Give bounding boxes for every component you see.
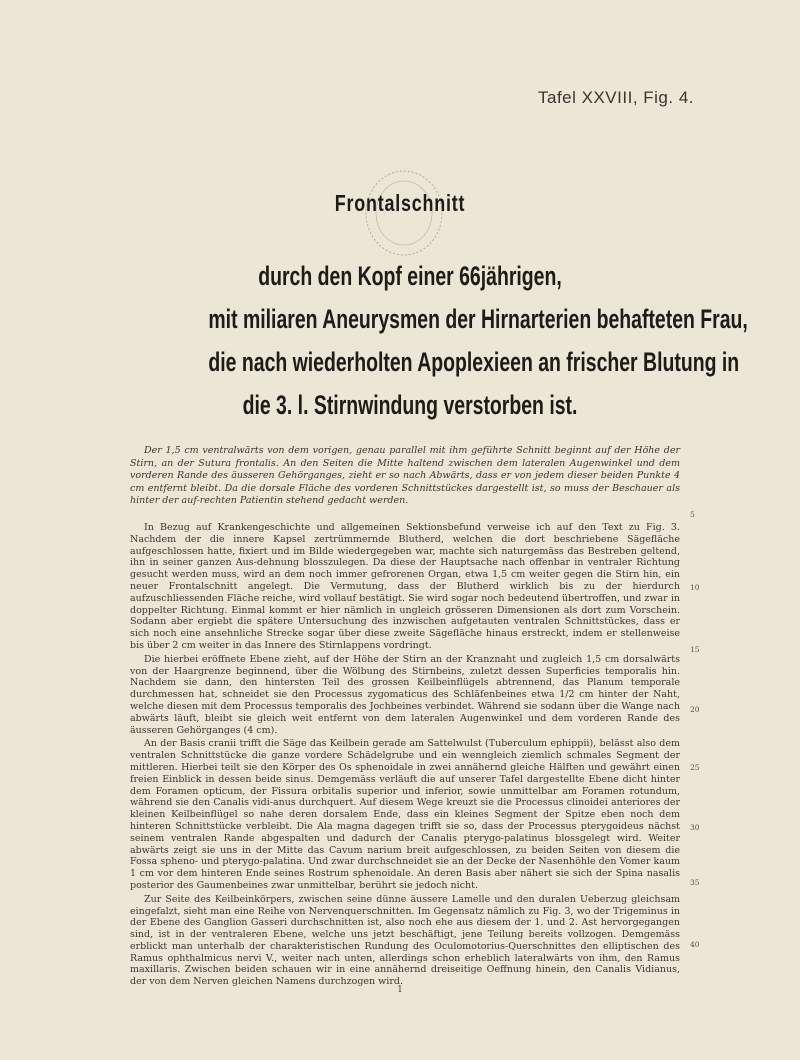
body-text [130,522,680,990]
intro-text: Der 1,5 cm ventralwärts von dem vorigen, genau parallel mit ihm geführte Schnitt beginnt auf der Höhe der Stirn, an der Sutura frontalis. An den Seiten die Mitte haltend zwischen dem lateralen Augenwinkel und dem vorderen Rande des äusseren Gehörganges, zieht er so nach Abwärts, dass er von jedem dieser beiden Punkte 4 cm entfernt bleibt. Da die dorsale Fläche des vorderen Schnittstückes dargestellt ist, so muss der Beschauer als hinter der auf-rechten Patientin stehend gedacht werden. [130,445,680,506]
subheading-line: die 3. l. Stirnwindung verstorben ist. [242,390,578,420]
plate-label: Tafel XXVIII, Fig. 4. [538,88,695,107]
subheading-line: die nach wiederholten Apoplexieen an frischer Blutung in [208,347,740,377]
line-number: 15 [690,645,700,654]
paragraph: An der Basis cranii trifft die Säge das Keilbein gerade am Sattelwulst (Tuberculum ephippii), belässt also dem ventralen Schnittstücke die ganze vordere Schädelgrube und ein wenngleich ziemlich schmales Segment der mittleren. Hierbei teilt sie den Körper des Os sphenoidale in zwei annähernd gleiche Hälften und gewährt einen freien Einblick in dessen beide sinus. Demgemäss verläuft die auf unserer Tafel dargestellte Ebene dicht hinter dem Foramen opticum, der Fissura orbitalis superior und inferior, sowie unmittelbar am Foramen rotundum, während sie den Canalis vidi-anus durchquert. Auf diesem Wege kreuzt sie die Processus clinoidei anteriores der kleinen Keilbeinflügel so nahe deren dorsalem Ende, dass ein kleines Segment der Spitze eben noch dem hinteren Schnittstücke verbleibt. Die Ala magna dagegen trifft sie so, dass der Processus pterygoideus nächst seinem ventralen Rande abgespalten und dadurch der Canalis pterygo-palatinus blossgelegt wird. Weiter abwärts zeigt sie uns in der Mitte das Cavum narium breit aufgeschlossen, zu beiden Seiten von diesem die Fossa spheno- und pterygo-palatina. Und zwar durchschneidet sie an der Decke der Nasenhöhle den Vomer kaum 1 cm vor dem hinteren Ende seines Rostrum sphenoidale. An deren Basis aber nähert sie sich der Spina nasalis posterior des Gaumenbeines zwar unmittelbar, berührt sie jedoch nicht. [130,738,680,891]
paragraph: Zur Seite des Keilbeinkörpers, zwischen seine dünne äussere Lamelle und den duralen Ueberzug gleichsam eingefalzt, sieht man eine Reihe von Nervenquerschnitten. Im Gegensatz nämlich zu Fig. 3, wo der Trigeminus in der Ebene des Ganglion Gasseri durchschnitten ist, also noch ehe aus diesem der 1. und 2. Ast hervorgegangen sind, ist in der ventraleren Ebene, welche uns jetzt beschäftigt, jene Teilung bereits vollzogen. Demgemäss erblickt man unterhalb der charakteristischen Rundung des Oculomotorius-Querschnittes den elliptischen des Ramus ophthalmicus nervi V., weiter nach unten, allerdings schon erheblich lateralwärts von ihm, den Ramus maxillaris. Zwischen beiden schauen wir in eine annähernd dreiseitige Oeffnung hinein, den Canalis Vidianus, der von dem Nerven gleichen Namens durchzogen wird. [130,893,680,988]
page-number: 1 [397,985,403,995]
subheading-line: mit miliaren Aneurysmen der Hirnarterien behafteten Frau, [208,304,748,334]
line-number: 10 [690,583,700,592]
intro-paragraph [130,445,680,508]
paragraph: Die hierbei eröffnete Ebene zieht, auf der Höhe der Stirn an der Kranznaht und zugleich 1,5 cm dorsalwärts von der Haargrenze beginnend, über die Wölbung des Stirnbeins, zuletzt dessen Superficies temporalis hin. Nachdem sie dann, den hintersten Teil des grossen Keilbeinflügels abtrennend, das Planum temporale durchmessen hat, schneidet sie den Processus zygomaticus des Schläfenbeines etwa 1/2 cm hinter der Naht, welche diesen mit dem Processus temporalis des Jochbeines verbindet. Während sie sodann über die Wange nach abwärts läuft, bleibt sie gleich weit entfernt von dem lateralen Augenwinkel und dem vorderen Rande des äusseren Gehörganges (4 cm). [130,653,680,736]
line-number: 25 [690,763,700,772]
line-number: 35 [690,878,700,887]
heading: Frontalschnitt [334,190,466,216]
subheading [130,255,748,427]
line-number: 5 [690,510,695,519]
line-number: 20 [690,705,700,714]
line-number: 30 [690,823,700,832]
line-number: 40 [690,940,700,949]
subheading-line: durch den Kopf einer 66jährigen, [258,261,562,291]
paragraph: In Bezug auf Krankengeschichte und allgemeinen Sektionsbefund verweise ich auf den Text zu Fig. 3. Nachdem der die innere Kapsel zertrümmernde Blutherd, welchen die dort beschriebene Sägefläche aufgeschlossen hatte, fixiert und im Bilde wiedergegeben war, machte sich naturgemäss das Bestreben geltend, ihn in seiner ganzen Aus-dehnung blosszulegen. Da diese der Hauptsache nach offenbar in ventraler Richtung gesucht werden muss, wird an dem noch immer gefrorenen Organ, etwa 1,5 cm weiter gegen die Stirn hin, ein neuer Frontalschnitt angelegt. Die Vermutung, dass der Blutherd wirklich bis zu der hierdurch aufzuschliessenden Fläche reiche, wird vollauf bestätigt. Sie wird sogar noch bedeutend übertroffen, und zwar in doppelter Richtung. Einmal kommt er hier nämlich in ungleich grösseren Dimensionen als dort zum Vorschein. Sodann aber ergiebt die spätere Untersuchung des inzwischen aufgetauten ventralen Schnittstückes, dass er sich noch eine ansehnliche Strecke sogar über diese zweite Sägefläche hinaus erstreckt, indem er stellenweise bis über 2 cm weiter in das Innere des Stirnlappens vordringt. [130,522,680,651]
